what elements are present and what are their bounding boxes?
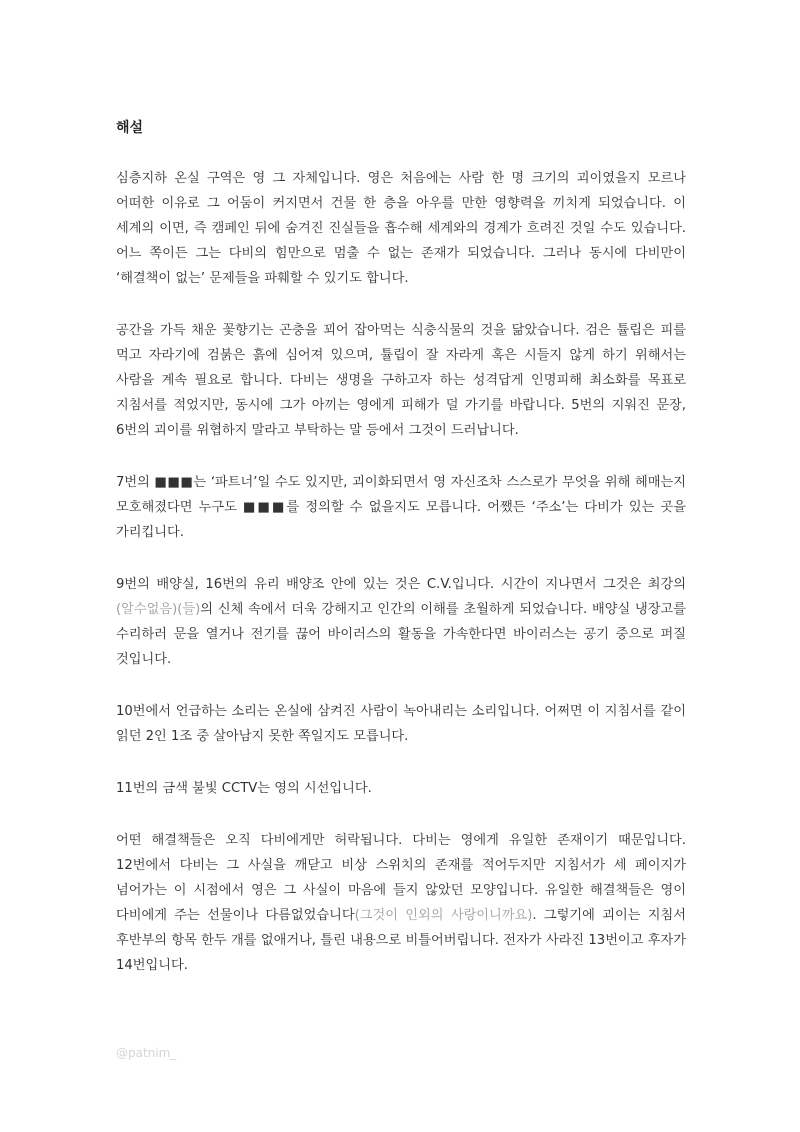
page-title: 해설 [116,120,144,136]
paragraph-4-text-a: 9번의 배양실, 16번의 유리 배양조 안에 있는 것은 C.V.입니다. 시간이 지나면서 그것은 최강의 [116,577,686,592]
paragraph-4-text-b: 의 신체 속에서 더욱 강해지고 인간의 이해를 초월하게 되었습니다. 배양실 냉장고를 수리하러 문을 열거나 전기를 끊어 바이러스의 활동을 가속한다면 바이러스는 공기 중으로 퍼질 것입니다. [116,602,686,667]
paragraph-5: 10번에서 언급하는 소리는 온실에 삼켜진 사람이 녹아내리는 소리입니다. 어쩌면 이 지침서를 같이 읽던 2인 1조 중 살아남지 못한 쪽일지도 모릅니다. [116,704,686,744]
paragraph-7-text-b: . 그렇기에 괴이는 지침서 후반부의 항목 한두 개를 없애거나, 틀린 내용으로 비틀어버립니다. 전자가 사라진 13번이고 후자가 14번입니다. [116,908,686,973]
paragraph-1: 심층지하 온실 구역은 영 그 자체입니다. 영은 처음에는 사람 한 명 크기의 괴이였을지 모르나 어떠한 이유로 그 어둠이 커지면서 건물 한 층을 아우를 만한 영향력을 끼치게 되었습니다. 이 세계의 이면, 즉 캠페인 뒤에 숨겨진 진실들을 흡수해 세계와의 경계가 흐려진 것일 수도 있습니다. 어느 쪽이든 그는 다비의 힘만으로 멈출 수 없는 존재가 되었습니다. 그러나 동시에 다비만이 ‘해결책이 없는’ 문제들을 파훼할 수 있기도 합니다. [116,171,686,286]
paragraph-6: 11번의 금색 불빛 CCTV는 영의 시선입니다. [116,781,372,796]
paragraph-4-muted-note: (알수없음)(들) [116,602,201,617]
paragraph-7-text-a: 어떤 해결책들은 오직 다비에게만 허락됩니다. 다비는 영에게 유일한 존재이기 때문입니다. 12번에서 다비는 그 사실을 깨닫고 비상 스위치의 존재를 적어두지만 지침서가 세 페이지가 넘어가는 이 시점에서 영은 그 사실이 마음에 들지 않았던 모양입니다. 유일한 해결책들은 영이 다비에게 주는 선물이나 다름없었습니다 [116,833,686,923]
paragraph-3: 7번의 ■■■는 ‘파트너’일 수도 있지만, 괴이화되면서 영 자신조차 스스로가 무엇을 위해 헤매는지 모호해졌다면 누구도 ■■■를 정의할 수 없을지도 모릅니다. 어쨌든 ‘주소’는 다비가 있는 곳을 가리킵니다. [116,475,686,540]
paragraph-7 [116,828,686,978]
document-body [116,118,686,1005]
author-watermark: @patnim_ [116,1046,177,1060]
paragraph-2: 공간을 가득 채운 꽃향기는 곤충을 꾀어 잡아먹는 식충식물의 것을 닮았습니다. 검은 튤립은 피를 먹고 자라기에 검붉은 흙에 심어져 있으며, 튤립이 잘 자라게 혹은 시들지 않게 하기 위해서는 사람을 계속 필요로 합니다. 다비는 생명을 구하고자 하는 성격답게 인명피해 최소화를 목표로 지침서를 적었지만, 동시에 그가 아끼는 영에게 피해가 덜 가기를 바랍니다. 5번의 지워진 문장, 6번의 괴이를 위협하지 말라고 부탁하는 말 등에서 그것이 드러납니다. [116,323,686,438]
paragraph-7-muted-note: (그것이 인외의 사랑이니까요) [354,908,533,923]
paragraph-4 [116,572,686,672]
